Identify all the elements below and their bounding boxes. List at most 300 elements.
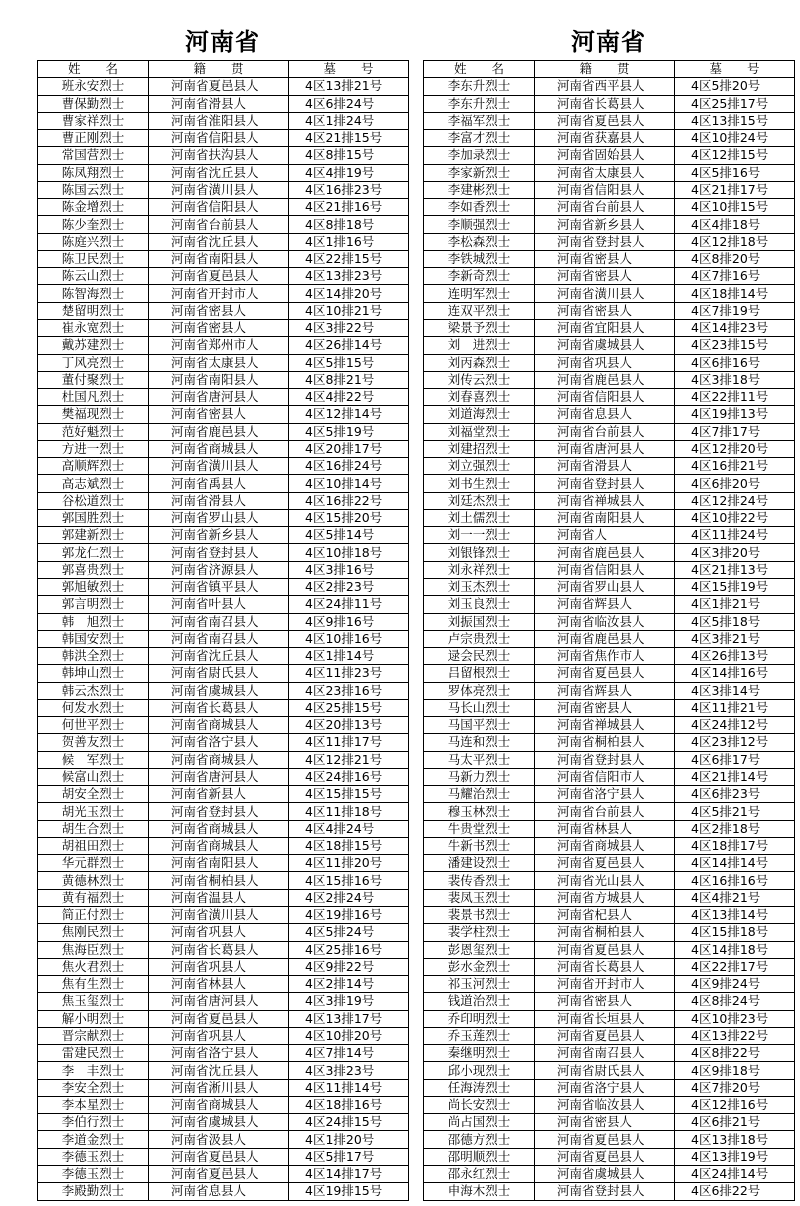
table-row xyxy=(424,1166,795,1183)
origin: 河南省叶县人 xyxy=(149,596,289,613)
origin: 河南省台前县人 xyxy=(535,803,675,820)
roster-body xyxy=(38,78,409,1200)
tomb-number: 4区15排16号 xyxy=(289,872,409,889)
table-row xyxy=(38,924,409,941)
origin: 河南省南召县人 xyxy=(149,630,289,647)
martyr-name: 穆玉林烈士 xyxy=(424,803,535,820)
origin: 河南省夏邑县人 xyxy=(149,1148,289,1165)
martyr-name: 李 丰烈士 xyxy=(38,1062,149,1079)
table-row xyxy=(38,578,409,595)
martyr-name: 刘 进烈士 xyxy=(424,337,535,354)
tomb-number: 4区14排20号 xyxy=(289,285,409,302)
origin: 河南省新县人 xyxy=(149,786,289,803)
table-row xyxy=(424,596,795,613)
martyr-name: 焦海臣烈士 xyxy=(38,941,149,958)
origin: 河南省巩县人 xyxy=(535,354,675,371)
martyr-name: 李铁城烈士 xyxy=(424,250,535,267)
origin: 河南省长葛县人 xyxy=(535,958,675,975)
martyr-name: 李松森烈士 xyxy=(424,233,535,250)
table-row xyxy=(38,803,409,820)
tomb-number: 4区3排14号 xyxy=(675,682,795,699)
origin: 河南省滑县人 xyxy=(535,458,675,475)
table-header-row xyxy=(38,61,409,78)
origin: 河南省登封县人 xyxy=(535,751,675,768)
origin: 河南省夏邑县人 xyxy=(535,1148,675,1165)
table-row xyxy=(38,78,409,95)
table-row xyxy=(38,941,409,958)
tomb-number: 4区4排18号 xyxy=(675,216,795,233)
martyr-name: 马新力烈士 xyxy=(424,768,535,785)
origin: 河南省夏邑县人 xyxy=(535,665,675,682)
table-row xyxy=(424,1114,795,1131)
tomb-number: 4区9排16号 xyxy=(289,613,409,630)
martyr-name: 胡光玉烈士 xyxy=(38,803,149,820)
tomb-number: 4区6排22号 xyxy=(675,1183,795,1200)
tomb-number: 4区9排24号 xyxy=(675,976,795,993)
martyr-name: 李建彬烈士 xyxy=(424,181,535,198)
table-row xyxy=(424,95,795,112)
tomb-number: 4区14排17号 xyxy=(289,1166,409,1183)
origin: 河南省密县人 xyxy=(149,406,289,423)
origin: 河南省济源县人 xyxy=(149,561,289,578)
origin: 河南省虞城县人 xyxy=(535,1166,675,1183)
table-row xyxy=(38,233,409,250)
tomb-number: 4区21排13号 xyxy=(675,561,795,578)
martyr-name: 刘永祥烈士 xyxy=(424,561,535,578)
table-row xyxy=(38,319,409,336)
origin: 河南省新乡县人 xyxy=(535,216,675,233)
origin: 河南省淮阳县人 xyxy=(149,112,289,129)
tomb-number: 4区5排15号 xyxy=(289,354,409,371)
martyr-name: 刘立强烈士 xyxy=(424,458,535,475)
martyr-name: 李东升烈士 xyxy=(424,95,535,112)
origin: 河南省密县人 xyxy=(535,250,675,267)
tomb-number: 4区25排15号 xyxy=(289,699,409,716)
martyr-name: 牛新书烈士 xyxy=(424,837,535,854)
table-row xyxy=(38,1148,409,1165)
origin: 河南省商城县人 xyxy=(149,1096,289,1113)
martyr-name: 戴苏建烈士 xyxy=(38,337,149,354)
tomb-number: 4区9排18号 xyxy=(675,1062,795,1079)
tomb-number: 4区10排22号 xyxy=(675,509,795,526)
martyr-name: 刘建招烈士 xyxy=(424,440,535,457)
martyr-name: 祁玉河烈士 xyxy=(424,976,535,993)
origin: 河南省唐河县人 xyxy=(149,993,289,1010)
origin: 河南省南阳县人 xyxy=(149,371,289,388)
martyr-name: 崔永宽烈士 xyxy=(38,319,149,336)
martyr-name: 李家新烈士 xyxy=(424,164,535,181)
tomb-number: 4区13排18号 xyxy=(675,1131,795,1148)
martyr-name: 刘丙森烈士 xyxy=(424,354,535,371)
martyr-name: 李道金烈士 xyxy=(38,1131,149,1148)
table-row xyxy=(38,250,409,267)
table-row xyxy=(424,319,795,336)
tomb-number: 4区22排15号 xyxy=(289,250,409,267)
martyr-name: 郭喜贵烈士 xyxy=(38,561,149,578)
martyr-name: 裴景书烈士 xyxy=(424,907,535,924)
tomb-number: 4区1排16号 xyxy=(289,233,409,250)
tomb-number: 4区4排24号 xyxy=(289,820,409,837)
martyr-name: 郭旭敏烈士 xyxy=(38,578,149,595)
origin: 河南省沈丘县人 xyxy=(149,1062,289,1079)
table-row xyxy=(424,164,795,181)
tomb-number: 4区13排15号 xyxy=(675,112,795,129)
martyr-name: 卢宗贵烈士 xyxy=(424,630,535,647)
tomb-number: 4区13排17号 xyxy=(289,1010,409,1027)
origin: 河南省夏邑县人 xyxy=(535,1027,675,1044)
origin: 河南省禅城县人 xyxy=(535,492,675,509)
table-row xyxy=(424,630,795,647)
tomb-number: 4区12排18号 xyxy=(675,233,795,250)
origin: 河南省桐柏县人 xyxy=(535,734,675,751)
origin: 河南省沈丘县人 xyxy=(149,233,289,250)
tomb-number: 4区18排14号 xyxy=(675,285,795,302)
origin: 河南省林县人 xyxy=(149,976,289,993)
martyr-name: 陈卫民烈士 xyxy=(38,250,149,267)
origin: 河南省密县人 xyxy=(535,302,675,319)
tomb-number: 4区8排22号 xyxy=(675,1045,795,1062)
tomb-number: 4区11排18号 xyxy=(289,803,409,820)
table-row xyxy=(424,440,795,457)
origin: 河南省台前县人 xyxy=(149,216,289,233)
tomb-number: 4区12排16号 xyxy=(675,1096,795,1113)
origin: 河南省夏邑县人 xyxy=(149,268,289,285)
table-row xyxy=(38,1131,409,1148)
table-row xyxy=(424,406,795,423)
martyr-name: 雷建民烈士 xyxy=(38,1045,149,1062)
table-row xyxy=(424,78,795,95)
tomb-number: 4区11排20号 xyxy=(289,855,409,872)
table-row xyxy=(424,613,795,630)
origin: 河南省林县人 xyxy=(535,820,675,837)
tomb-number: 4区23排12号 xyxy=(675,734,795,751)
table-row xyxy=(424,302,795,319)
roster-column-left xyxy=(37,24,408,1201)
tomb-number: 4区3排19号 xyxy=(289,993,409,1010)
origin: 河南省夏邑县人 xyxy=(535,1131,675,1148)
martyr-name: 何发水烈士 xyxy=(38,699,149,716)
origin: 河南省长葛县人 xyxy=(149,699,289,716)
table-row xyxy=(38,1027,409,1044)
origin: 河南省商城县人 xyxy=(149,751,289,768)
tomb-number: 4区15排19号 xyxy=(675,578,795,595)
table-row xyxy=(38,872,409,889)
tomb-number: 4区5排19号 xyxy=(289,423,409,440)
martyr-name: 李新奇烈士 xyxy=(424,268,535,285)
tomb-number: 4区26排13号 xyxy=(675,648,795,665)
origin: 河南省鹿邑县人 xyxy=(535,630,675,647)
tomb-number: 4区20排13号 xyxy=(289,717,409,734)
martyr-name: 马连和烈士 xyxy=(424,734,535,751)
tomb-number: 4区2排24号 xyxy=(289,889,409,906)
table-row xyxy=(38,544,409,561)
tomb-number: 4区6排20号 xyxy=(675,475,795,492)
tomb-number: 4区20排17号 xyxy=(289,440,409,457)
tomb-number: 4区5排18号 xyxy=(675,613,795,630)
martyr-name: 班永安烈士 xyxy=(38,78,149,95)
origin: 河南省辉县人 xyxy=(535,682,675,699)
table-row xyxy=(38,993,409,1010)
tomb-number: 4区21排14号 xyxy=(675,768,795,785)
martyr-name: 彭恩玺烈士 xyxy=(424,941,535,958)
table-row xyxy=(38,389,409,406)
origin: 河南省罗山县人 xyxy=(535,578,675,595)
tomb-number: 4区16排16号 xyxy=(675,872,795,889)
table-row xyxy=(38,1096,409,1113)
martyr-name: 刘土儒烈士 xyxy=(424,509,535,526)
martyr-name: 焦有生烈士 xyxy=(38,976,149,993)
origin: 河南省潢川县人 xyxy=(149,458,289,475)
tomb-number: 4区3排23号 xyxy=(289,1062,409,1079)
martyr-name: 郭言明烈士 xyxy=(38,596,149,613)
tomb-number: 4区11排24号 xyxy=(675,527,795,544)
tomb-number: 4区5排21号 xyxy=(675,803,795,820)
martyr-name: 陈庭兴烈士 xyxy=(38,233,149,250)
origin: 河南省商城县人 xyxy=(149,820,289,837)
roster-column-right xyxy=(423,24,794,1201)
tomb-number: 4区6排23号 xyxy=(675,786,795,803)
table-row xyxy=(424,855,795,872)
origin: 河南省虞城县人 xyxy=(149,1114,289,1131)
martyr-name: 刘道海烈士 xyxy=(424,406,535,423)
table-row xyxy=(424,561,795,578)
tomb-number: 4区15排18号 xyxy=(675,924,795,941)
origin: 河南省息县人 xyxy=(535,406,675,423)
martyr-name: 韩洪全烈士 xyxy=(38,648,149,665)
table-row xyxy=(424,993,795,1010)
origin: 河南省淅川县人 xyxy=(149,1079,289,1096)
table-row xyxy=(38,302,409,319)
table-row xyxy=(424,199,795,216)
table-row xyxy=(424,1062,795,1079)
origin: 河南省信阳县人 xyxy=(535,181,675,198)
martyr-name: 范好魁烈士 xyxy=(38,423,149,440)
table-row xyxy=(38,112,409,129)
tomb-number: 4区8排15号 xyxy=(289,147,409,164)
table-row xyxy=(424,924,795,941)
tomb-number: 4区22排17号 xyxy=(675,958,795,975)
martyr-name: 刘传云烈士 xyxy=(424,371,535,388)
martyr-name: 李富才烈士 xyxy=(424,130,535,147)
origin: 河南省焦作市人 xyxy=(535,648,675,665)
tomb-number: 4区12排21号 xyxy=(289,751,409,768)
tomb-number: 4区25排17号 xyxy=(675,95,795,112)
tomb-number: 4区18排16号 xyxy=(289,1096,409,1113)
tomb-number: 4区18排17号 xyxy=(675,837,795,854)
origin: 河南省巩县人 xyxy=(149,924,289,941)
table-row xyxy=(38,509,409,526)
table-row xyxy=(424,423,795,440)
origin: 河南省沈丘县人 xyxy=(149,164,289,181)
origin: 河南省桐柏县人 xyxy=(535,924,675,941)
table-header-row xyxy=(424,61,795,78)
origin: 河南省沈丘县人 xyxy=(149,648,289,665)
tomb-number: 4区4排21号 xyxy=(675,889,795,906)
table-row xyxy=(424,250,795,267)
martyr-name: 樊福现烈士 xyxy=(38,406,149,423)
origin: 河南省鹿邑县人 xyxy=(149,423,289,440)
tomb-number: 4区6排21号 xyxy=(675,1114,795,1131)
tomb-number: 4区5排20号 xyxy=(675,78,795,95)
table-row xyxy=(38,717,409,734)
origin: 河南省开封市人 xyxy=(535,976,675,993)
tomb-number: 4区6排16号 xyxy=(675,354,795,371)
tomb-number: 4区19排15号 xyxy=(289,1183,409,1200)
martyr-name: 尚长安烈士 xyxy=(424,1096,535,1113)
origin: 河南省潢川县人 xyxy=(149,181,289,198)
origin: 河南省信阳县人 xyxy=(149,199,289,216)
tomb-number: 4区5排24号 xyxy=(289,924,409,941)
tomb-number: 4区3排16号 xyxy=(289,561,409,578)
tomb-number: 4区10排24号 xyxy=(675,130,795,147)
martyr-name: 焦刚民烈士 xyxy=(38,924,149,941)
martyr-name: 连明军烈士 xyxy=(424,285,535,302)
table-row xyxy=(38,820,409,837)
table-row xyxy=(424,371,795,388)
table-row xyxy=(424,337,795,354)
martyr-name: 刘廷杰烈士 xyxy=(424,492,535,509)
table-row xyxy=(38,95,409,112)
tomb-number: 4区23排15号 xyxy=(675,337,795,354)
tomb-number: 4区7排16号 xyxy=(675,268,795,285)
tomb-number: 4区12排15号 xyxy=(675,147,795,164)
table-row xyxy=(424,665,795,682)
martyr-name: 李德玉烈士 xyxy=(38,1148,149,1165)
table-row xyxy=(38,648,409,665)
tomb-number: 4区8排18号 xyxy=(289,216,409,233)
martyr-name: 候富山烈士 xyxy=(38,768,149,785)
martyr-name: 刘春喜烈士 xyxy=(424,389,535,406)
martyr-name: 方进一烈士 xyxy=(38,440,149,457)
origin: 河南省滑县人 xyxy=(149,95,289,112)
tomb-number: 4区22排11号 xyxy=(675,389,795,406)
martyr-name: 候 军烈士 xyxy=(38,751,149,768)
tomb-number: 4区9排22号 xyxy=(289,958,409,975)
tomb-number: 4区15排20号 xyxy=(289,509,409,526)
table-row xyxy=(38,147,409,164)
martyr-name: 郭国胜烈士 xyxy=(38,509,149,526)
martyr-name: 何世平烈士 xyxy=(38,717,149,734)
tomb-number: 4区10排20号 xyxy=(289,1027,409,1044)
table-row xyxy=(38,699,409,716)
origin: 河南省密县人 xyxy=(535,699,675,716)
origin: 河南省禅城县人 xyxy=(535,717,675,734)
tomb-number: 4区10排15号 xyxy=(675,199,795,216)
tomb-number: 4区13排14号 xyxy=(675,907,795,924)
table-row xyxy=(38,561,409,578)
table-row xyxy=(38,889,409,906)
martyr-name: 马太平烈士 xyxy=(424,751,535,768)
martyr-name: 邵德方烈士 xyxy=(424,1131,535,1148)
origin: 河南省密县人 xyxy=(535,993,675,1010)
table-row xyxy=(424,1045,795,1062)
martyr-name: 杜国凡烈士 xyxy=(38,389,149,406)
tomb-number: 4区12排24号 xyxy=(675,492,795,509)
tomb-number: 4区8排20号 xyxy=(675,250,795,267)
origin: 河南省虞城县人 xyxy=(535,337,675,354)
martyr-name: 乔玉莲烈士 xyxy=(424,1027,535,1044)
table-row xyxy=(38,130,409,147)
table-row xyxy=(38,613,409,630)
table-row xyxy=(38,1079,409,1096)
martyr-name: 李东升烈士 xyxy=(424,78,535,95)
tomb-number: 4区12排20号 xyxy=(675,440,795,457)
tomb-number: 4区18排15号 xyxy=(289,837,409,854)
origin: 河南省郑州市人 xyxy=(149,337,289,354)
table-row xyxy=(38,837,409,854)
martyr-name: 华元群烈士 xyxy=(38,855,149,872)
tomb-number: 4区8排21号 xyxy=(289,371,409,388)
origin: 河南省汲县人 xyxy=(149,1131,289,1148)
tomb-number: 4区10排18号 xyxy=(289,544,409,561)
origin: 河南省桐柏县人 xyxy=(149,872,289,889)
origin: 河南省固始县人 xyxy=(535,147,675,164)
table-row xyxy=(424,976,795,993)
martyr-name: 李加录烈士 xyxy=(424,147,535,164)
table-row xyxy=(424,389,795,406)
table-row xyxy=(38,786,409,803)
origin: 河南省密县人 xyxy=(535,268,675,285)
tomb-number: 4区5排14号 xyxy=(289,527,409,544)
origin: 河南省登封县人 xyxy=(535,1183,675,1200)
origin: 河南省商城县人 xyxy=(535,837,675,854)
tomb-number: 4区25排16号 xyxy=(289,941,409,958)
table-row xyxy=(424,648,795,665)
martyr-name: 邵永红烈士 xyxy=(424,1166,535,1183)
martyr-name: 马耀治烈士 xyxy=(424,786,535,803)
origin: 河南省西平县人 xyxy=(535,78,675,95)
tomb-number: 4区14排14号 xyxy=(675,855,795,872)
table-row xyxy=(38,199,409,216)
origin: 河南省滑县人 xyxy=(149,492,289,509)
roster-table xyxy=(423,60,795,1201)
martyr-name: 韩 旭烈士 xyxy=(38,613,149,630)
table-row xyxy=(424,717,795,734)
origin: 河南省南召县人 xyxy=(535,1045,675,1062)
origin: 河南省台前县人 xyxy=(535,199,675,216)
table-row xyxy=(38,976,409,993)
martyr-name: 申海木烈士 xyxy=(424,1183,535,1200)
origin: 河南省尉氏县人 xyxy=(149,665,289,682)
martyr-name: 逯会民烈士 xyxy=(424,648,535,665)
tomb-number: 4区1排14号 xyxy=(289,648,409,665)
table-row xyxy=(424,1096,795,1113)
martyr-name: 胡生合烈士 xyxy=(38,820,149,837)
table-row xyxy=(38,475,409,492)
roster-body xyxy=(424,78,795,1200)
origin: 河南省洛宁县人 xyxy=(149,1045,289,1062)
tomb-number: 4区13排23号 xyxy=(289,268,409,285)
tomb-number: 4区16排24号 xyxy=(289,458,409,475)
table-row xyxy=(424,889,795,906)
martyr-name: 曹正刚烈士 xyxy=(38,130,149,147)
martyr-name: 潘建设烈士 xyxy=(424,855,535,872)
origin: 河南省宜阳县人 xyxy=(535,319,675,336)
martyr-name: 钱道治烈士 xyxy=(424,993,535,1010)
table-row xyxy=(424,181,795,198)
tomb-number: 4区24排12号 xyxy=(675,717,795,734)
table-row xyxy=(424,112,795,129)
table-row xyxy=(424,1148,795,1165)
table-row xyxy=(424,907,795,924)
origin: 河南省密县人 xyxy=(535,1114,675,1131)
martyr-name: 邱小现烈士 xyxy=(424,1062,535,1079)
table-row xyxy=(38,216,409,233)
origin: 河南省南阳县人 xyxy=(149,250,289,267)
table-row xyxy=(38,1045,409,1062)
martyr-name: 任海涛烈士 xyxy=(424,1079,535,1096)
origin: 河南省扶沟县人 xyxy=(149,147,289,164)
